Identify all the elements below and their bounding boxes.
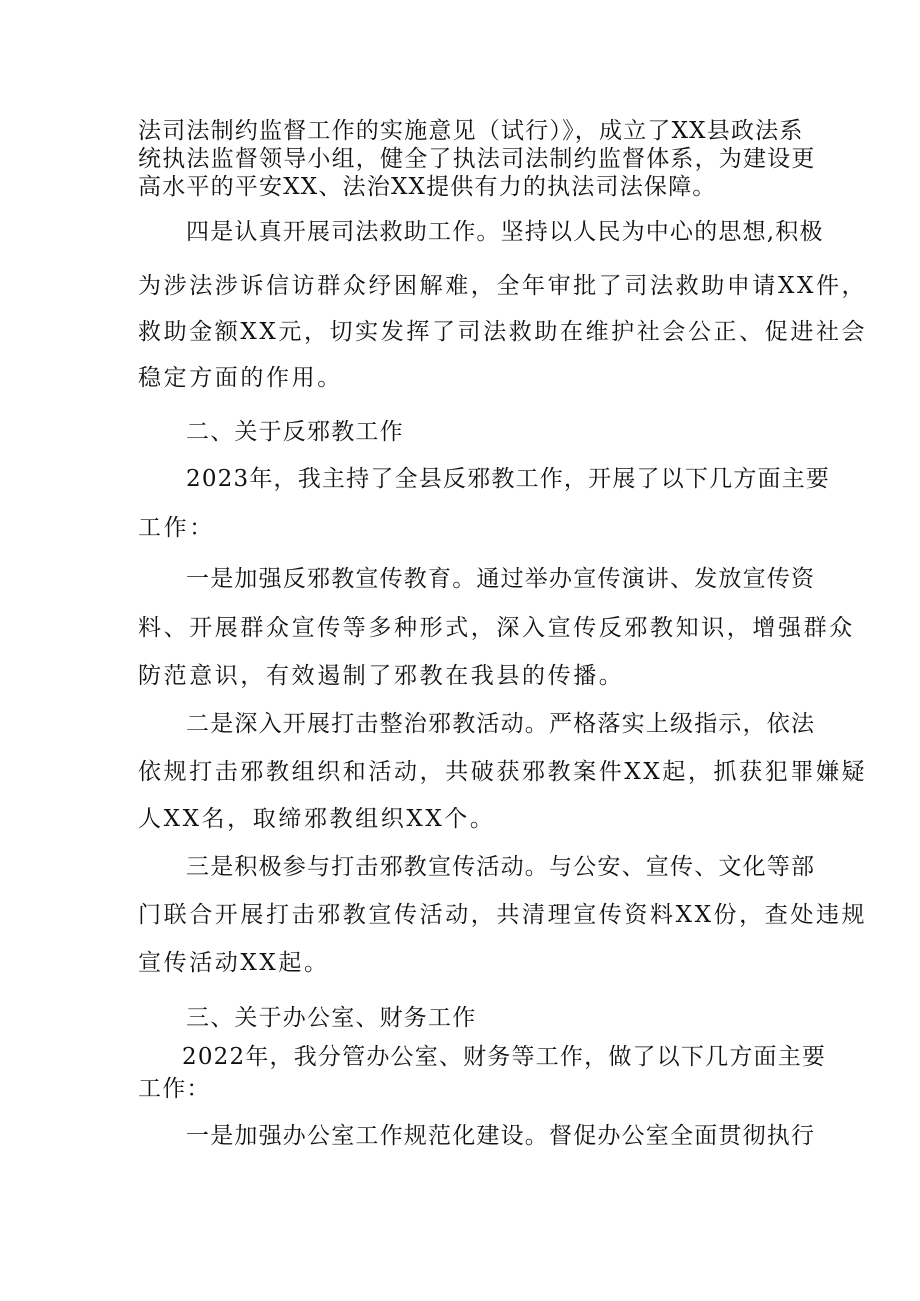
paragraph-line: 统执法监督领导小组，健全了执法司法制约监督体系，为建设更 xyxy=(138,146,816,172)
paragraph-line: 2022年，我分管办公室、财务等工作，做了以下几方面主要 xyxy=(182,1044,827,1070)
paragraph-line: 门联合开展打击邪教宣传活动，共清理宣传资料XX份，查处违规 xyxy=(138,902,868,928)
section-heading: 三、关于办公室、财务工作 xyxy=(186,1005,477,1031)
paragraph-line: 人XX名，取缔邪教组织XX个。 xyxy=(138,806,496,832)
paragraph-line: 二是深入开展打击整治邪教活动。严格落实上级指示，依法 xyxy=(186,711,816,737)
paragraph-line: 一是加强办公室工作规范化建设。督促办公室全面贯彻执行 xyxy=(186,1123,816,1149)
paragraph-line: 稳定方面的作用。 xyxy=(138,365,343,391)
paragraph-line: 宣传活动XX起。 xyxy=(138,950,330,976)
paragraph-line: 法司法制约监督工作的实施意见（试行）》，成立了XX县政法系 xyxy=(138,118,804,144)
paragraph-line: 依规打击邪教组织和活动，共破获邪教案件XX起，抓获犯罪嫌疑 xyxy=(138,759,868,785)
paragraph-line: 救助金额XX元，切实发挥了司法救助在维护社会公正、促进社会 xyxy=(138,319,868,345)
paragraph-line: 四是认真开展司法救助工作。坚持以人民为中心的思想,积极 xyxy=(186,219,824,245)
paragraph-line: 高水平的平安XX、法治XX提供有力的执法司法保障。 xyxy=(138,174,717,200)
paragraph-line: 防范意识，有效遏制了邪教在我县的传播。 xyxy=(138,663,625,689)
section-heading: 二、关于反邪教工作 xyxy=(186,419,404,445)
paragraph-line: 料、开展群众宣传等多种形式，深入宣传反邪教知识，增强群众 xyxy=(138,615,855,641)
paragraph-line: 一是加强反邪教宣传教育。通过举办宣传演讲、发放宣传资 xyxy=(186,566,816,592)
paragraph-line: 三是积极参与打击邪教宣传活动。与公安、宣传、文化等部 xyxy=(186,854,816,880)
paragraph-line: 2023年，我主持了全县反邪教工作，开展了以下几方面主要 xyxy=(186,466,831,492)
paragraph-line: 工作： xyxy=(138,515,215,541)
paragraph-line: 工作： xyxy=(138,1076,211,1102)
paragraph-line: 为涉法涉诉信访群众纾困解难，全年审批了司法救助申请XX件， xyxy=(138,273,868,299)
